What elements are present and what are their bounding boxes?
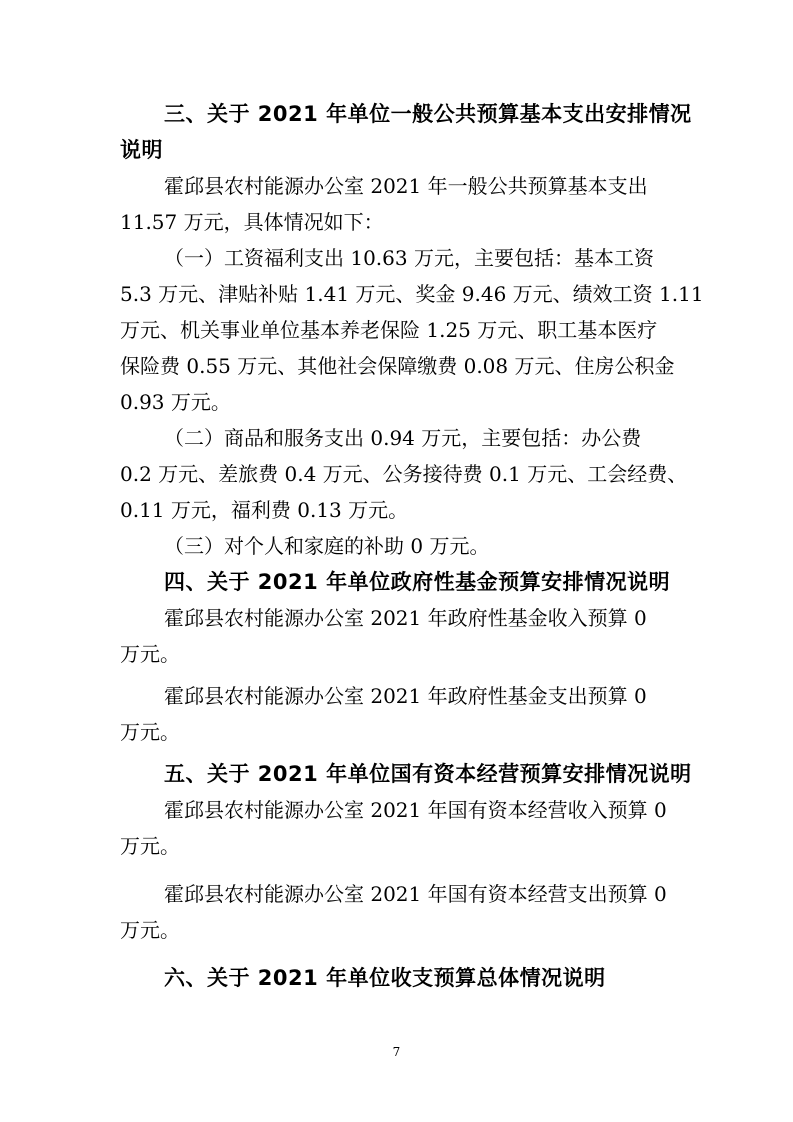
section-4-para-2-line-1: 霍邱县农村能源办公室 2021 年政府性基金支出预算 0 <box>164 684 647 708</box>
section-4-para-1-line-2: 万元。 <box>120 642 180 666</box>
section-4-para-1 <box>120 600 672 672</box>
section-3-item-1-line-1: （一）工资福利支出 10.63 万元，主要包括：基本工资 <box>164 246 654 270</box>
section-3-item-1 <box>120 240 704 420</box>
section-3-item-2-line-2: 0.2 万元、差旅费 0.4 万元、公务接待费 0.1 万元、工会经费、 <box>120 462 688 486</box>
document-body <box>120 96 704 996</box>
section-5-para-1 <box>120 792 672 864</box>
section-4-heading: 四、关于 2021 年单位政府性基金预算安排情况说明 <box>164 570 671 594</box>
section-5-para-2-line-2: 万元。 <box>120 918 180 942</box>
section-3-intro <box>120 168 672 240</box>
section-3-item-2 <box>120 420 688 528</box>
section-3-heading-line-1: 三、关于 2021 年单位一般公共预算基本支出安排情况 <box>164 102 692 126</box>
section-3-item-1-line-4: 保险费 0.55 万元、其他社会保障缴费 0.08 万元、住房公积金 <box>120 354 675 378</box>
section-3-item-2-line-3: 0.11 万元，福利费 0.13 万元。 <box>120 498 409 522</box>
section-5-para-2-line-1: 霍邱县农村能源办公室 2021 年国有资本经营支出预算 0 <box>164 882 667 906</box>
section-3-item-1-line-5: 0.93 万元。 <box>120 390 231 414</box>
section-3-intro-line-2: 11.57 万元，具体情况如下： <box>120 210 384 234</box>
section-3-item-3 <box>120 528 672 564</box>
section-4-para-2-line-2: 万元。 <box>120 720 180 744</box>
section-3-item-1-line-3: 万元、机关事业单位基本养老保险 1.25 万元、职工基本医疗 <box>120 318 658 342</box>
section-5-para-1-line-2: 万元。 <box>120 834 180 858</box>
section-3-heading <box>120 96 692 168</box>
section-5-para-2 <box>120 876 672 948</box>
section-4-para-1-line-1: 霍邱县农村能源办公室 2021 年政府性基金收入预算 0 <box>164 606 647 630</box>
page-number: 7 <box>392 1045 401 1059</box>
section-4-para-2 <box>120 678 672 750</box>
section-5-para-1-line-1: 霍邱县农村能源办公室 2021 年国有资本经营收入预算 0 <box>164 798 667 822</box>
section-3-item-2-line-1: （二）商品和服务支出 0.94 万元，主要包括：办公费 <box>164 426 642 450</box>
section-6-heading: 六、关于 2021 年单位收支预算总体情况说明 <box>164 966 606 990</box>
section-3-heading-line-2: 说明 <box>120 138 163 162</box>
section-3-intro-line-1: 霍邱县农村能源办公室 2021 年一般公共预算基本支出 <box>164 174 648 198</box>
section-3-item-1-line-2: 5.3 万元、津贴补贴 1.41 万元、奖金 9.46 万元、绩效工资 1.11 <box>120 282 704 306</box>
section-3-item-3-line-1: （三）对个人和家庭的补助 0 万元。 <box>164 534 490 558</box>
section-5-heading: 五、关于 2021 年单位国有资本经营预算安排情况说明 <box>164 762 692 786</box>
